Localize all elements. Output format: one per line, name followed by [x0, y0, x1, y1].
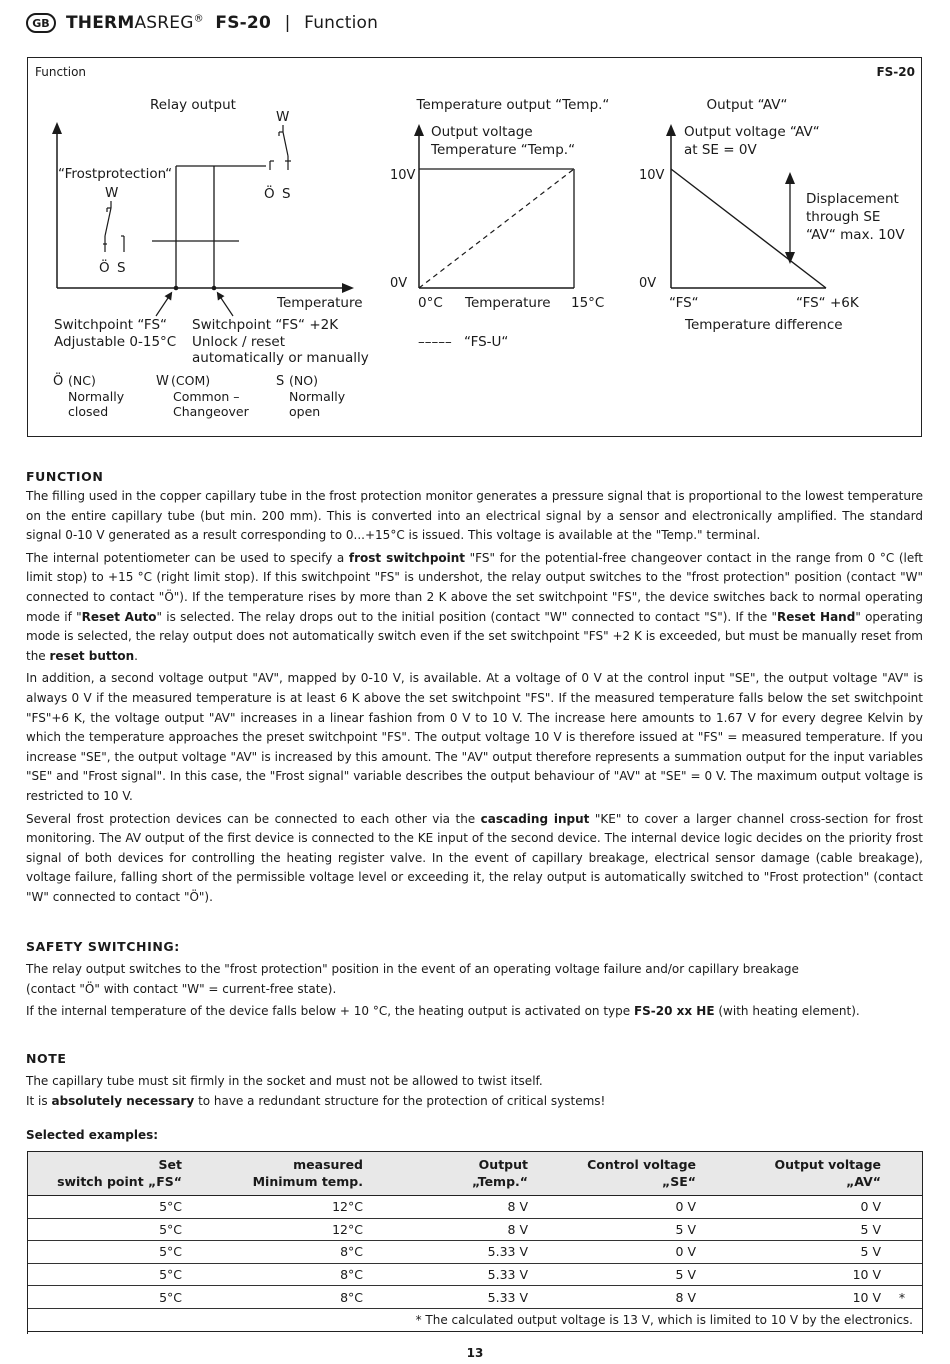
table-cell: 0 V: [528, 1196, 696, 1219]
table-cell: [881, 1218, 923, 1241]
av-y-max: 10V: [639, 168, 665, 183]
legend-s-sym: S: [276, 374, 285, 389]
table-cell: 0 V: [528, 1241, 696, 1264]
header-output-voltage: Output voltage „AV“: [696, 1152, 881, 1196]
table-cell: *: [881, 1286, 923, 1309]
temp-y-line1: Output voltage: [431, 124, 533, 140]
note-line-2: It is absolutely necessary to have a redundant structure for the protection of critical systems!: [26, 1093, 606, 1108]
function-paragraph-3: In addition, a second voltage output "AV", mapped by 0-10 V, is available. At a voltage of 0 V at the control input "SE", the output voltage "AV" is always 0 V if the measured temperature is at least 6 K above the set switchpoint "FS". If the measured temperature falls below the set switchpoint "FS"+6 K, the voltage output "AV" increases in a linear fashion from 0 V to 10 V. The increase here amounts to 1.67 V for every degree Kelvin by which the temperature approaches the preset switchpoint "FS". The output voltage 10 V is therefore issued at "FS" = measured temperature. If you increase "SE", the output voltage "AV" is increased by this amount. The "AV" output therefore represents a summation output for the input variables "SE" and "Frost signal". In this case, the "Frost signal" variable describes the output behaviour of "AV" at "SE" = 0 V. The maximum output voltage is restricted to 10 V.: [26, 671, 923, 803]
temp-x-max: 15°C: [571, 295, 605, 311]
table-header-row: [27, 1152, 923, 1196]
relay-point-fs: [174, 286, 179, 291]
table-cell: 5.33 V: [363, 1263, 528, 1286]
table-cell: 5 V: [696, 1241, 881, 1264]
legend-w-sym: W: [156, 374, 169, 389]
page-number: 13: [466, 1346, 484, 1360]
relay-sp2-line3: automatically or manually: [192, 350, 369, 366]
table-cell: 5°C: [27, 1196, 182, 1219]
av-disp-line2: through SE: [806, 209, 881, 225]
safety-paragraph-2: If the internal temperature of the device falls below + 10 °C, the heating output is activated on type FS-20 xx HE (with heating element).: [26, 1004, 860, 1019]
temp-legend-label: “FS-U“: [464, 334, 509, 350]
av-title: Output “AV“: [706, 97, 788, 113]
relay-sp1-line1: Switchpoint “FS“: [54, 317, 168, 333]
temp-legend-dash: –––––: [418, 334, 452, 350]
legend-o-code: (NC): [68, 373, 96, 388]
relay-sp2-line2: Unlock / reset: [192, 334, 286, 350]
safety-line-1: The relay output switches to the "frost protection" position in the event of an operating voltage failure and/or capillary breakage: [26, 962, 799, 976]
relay-sp1-line2: Adjustable 0-15°C: [54, 334, 177, 350]
table-cell: 5 V: [528, 1263, 696, 1286]
note-line-1: The capillary tube must sit firmly in the socket and must not be allowed to twist itself.: [26, 1074, 543, 1088]
legend-w-line2: Changeover: [173, 404, 249, 419]
figure-label-left: Function: [35, 65, 87, 79]
table-row: [27, 1263, 923, 1286]
table-cell: 12°C: [182, 1196, 363, 1219]
examples-table: [27, 1151, 923, 1332]
table-row: [27, 1286, 923, 1309]
legend-o-line2: closed: [68, 404, 109, 419]
relay-contact-left-icon: [103, 201, 124, 252]
function-paragraph-2: The internal potentiometer can be used to specify a frost switchpoint "FS" for the potential-free changeover contact in the range from 0 °C (left limit stop) to +15 °C (right limit stop). If this switchpoint "FS" is undershot, the relay output switches to the "frost protection" position (contact "W" connected to contact "Ö"). If the temperature rises by more than 2 K above the set switchpoint "FS", the device switches back to normal operating mode if "Reset Auto" is selected. The relay drops out to the initial position (contact "W" connected to contact "S"). If the "Reset Hand" operating mode is selected, the relay output does not automatically switch even if the set switchpoint "FS" +2 K is exceeded, but must be manually reset from the reset button.: [26, 550, 923, 663]
relay-w-right: W: [276, 109, 290, 125]
av-disp-line3: “AV“ max. 10V: [806, 227, 905, 243]
av-y-arrow: [666, 124, 676, 136]
temp-y-line2: Temperature “Temp.“: [431, 142, 576, 158]
av-disp-arrow-up: [785, 172, 795, 184]
table-cell: 10 V: [696, 1263, 881, 1286]
safety-title: SAFETY SWITCHING:: [26, 939, 180, 954]
relay-s-right: S: [282, 186, 291, 202]
table-cell: 8 V: [363, 1196, 528, 1219]
header-control-voltage: Control voltage „SE“: [528, 1152, 696, 1196]
relay-contact-right-icon: [270, 125, 291, 170]
table-cell: 12°C: [182, 1218, 363, 1241]
safety-body: [26, 960, 923, 1025]
table-cell: 8°C: [182, 1286, 363, 1309]
table-row: [27, 1241, 923, 1264]
table-cell: 5°C: [27, 1218, 182, 1241]
header-title: [66, 13, 378, 33]
relay-pointer-fs: [156, 295, 170, 316]
table-cell: 8°C: [182, 1263, 363, 1286]
table-cell: 8°C: [182, 1241, 363, 1264]
av-line: [671, 169, 826, 288]
relay-o-right: Ö: [264, 186, 275, 202]
legend-w-code: (COM): [171, 373, 211, 388]
table-cell: 5°C: [27, 1241, 182, 1264]
function-figure: [27, 57, 922, 437]
function-title: FUNCTION: [26, 469, 104, 484]
header-set-switch-point: Set switch point „FS“: [27, 1152, 182, 1196]
function-diagram: [28, 58, 923, 438]
examples-title: Selected examples:: [26, 1128, 159, 1142]
av-y-line1: Output voltage “AV“: [684, 124, 820, 140]
table-footnote: * The calculated output voltage is 13 V, which is limited to 10 V by the electronics.: [27, 1308, 923, 1331]
header-output-temp: Output „Temp.“: [363, 1152, 528, 1196]
relay-o-left: Ö: [99, 260, 110, 276]
registered-mark: ®: [193, 13, 204, 25]
model-name: FS-20: [215, 13, 271, 33]
relay-w-left: W: [105, 185, 119, 201]
table-cell: [881, 1263, 923, 1286]
page-header: [26, 10, 378, 36]
table-cell: 5 V: [528, 1218, 696, 1241]
header-separator: |: [284, 13, 291, 33]
legend-o-line1: Normally: [68, 389, 125, 404]
figure-label-right: FS-20: [876, 65, 915, 79]
temp-y-arrow: [414, 124, 424, 136]
header-section: Function: [304, 13, 379, 33]
relay-sp2-line1: Switchpoint “FS“ +2K: [192, 317, 339, 333]
table-row: [27, 1196, 923, 1219]
header-min-temp: measured Minimum temp.: [182, 1152, 363, 1196]
relay-axis-label: Temperature: [277, 295, 363, 311]
relay-point-fs2k: [212, 286, 217, 291]
relay-s-left: S: [117, 260, 126, 276]
temp-title: Temperature output “Temp.“: [416, 97, 610, 113]
function-paragraph-1: The filling used in the copper capillary tube in the frost protection monitor generates a pressure signal that is proportional to the lowest temperature on the entire capillary tube (but min. 200 mm). This is converted into an electrical signal by a sensor and electronically amplified. The standard signal 0-10 V generated as a result corresponding to 0...+15°C is issued. This voltage is available at the "Temp." terminal.: [26, 489, 923, 543]
relay-title: Relay output: [150, 97, 236, 113]
table-cell: 8 V: [363, 1218, 528, 1241]
function-paragraph-4: Several frost protection devices can be connected to each other via the cascading input "KE" to cover a larger channel cross-section for frost monitoring. The AV output of the first device is connected to the KE input of the second device. The internal device logic decides on the priority frost signal of both devices for controlling the heating register valve. In the event of capillary breakage, electrical sensor damage (cable breakage), voltage failure, falling short of the permissible voltage level or exceeding it, the relay output is automatically switched to "Frost protection" (contact "W" connected to contact "Ö").: [26, 811, 924, 904]
relay-frost-label: “Frostprotection“: [58, 166, 173, 182]
language-badge: GB: [26, 13, 56, 33]
table-cell: 0 V: [696, 1196, 881, 1219]
table-cell: 5.33 V: [363, 1286, 528, 1309]
table-cell: 5.33 V: [363, 1241, 528, 1264]
av-disp-line1: Displacement: [806, 191, 899, 207]
brand-bold: THERM: [66, 13, 135, 33]
legend-o-sym: Ö: [53, 374, 64, 389]
table-cell: [881, 1241, 923, 1264]
legend-w-line1: Common –: [173, 389, 240, 404]
av-x-min: “FS“: [669, 295, 699, 311]
table-cell: 5 V: [696, 1218, 881, 1241]
table-cell: [881, 1196, 923, 1219]
av-x-max: “FS“ +6K: [796, 295, 859, 311]
legend-s-code: (NO): [289, 373, 318, 388]
av-y-min: 0V: [639, 276, 657, 291]
relay-y-arrow: [52, 122, 62, 134]
table-footnote-row: [27, 1308, 923, 1331]
table-row: [27, 1218, 923, 1241]
function-body: [26, 487, 923, 910]
av-y-line2: at SE = 0V: [684, 142, 757, 158]
safety-line-2: (contact "Ö" with contact "W" = current-free state).: [26, 981, 337, 996]
legend-s-line2: open: [289, 404, 321, 419]
temp-x-min: 0°C: [418, 295, 443, 311]
temp-y-max: 10V: [390, 168, 416, 183]
table-cell: 8 V: [528, 1286, 696, 1309]
relay-x-arrow: [342, 283, 354, 293]
table-cell: 10 V: [696, 1286, 881, 1309]
av-x-label: Temperature difference: [685, 317, 843, 333]
table-cell: 5°C: [27, 1286, 182, 1309]
temp-fsu-line: [419, 169, 574, 288]
relay-pointer-fs2k: [219, 295, 233, 316]
header-blank: [881, 1152, 923, 1196]
table-cell: 5°C: [27, 1263, 182, 1286]
note-body: [26, 1072, 923, 1111]
legend-s-line1: Normally: [289, 389, 346, 404]
brand-regular: ASREG: [134, 13, 194, 33]
note-title: NOTE: [26, 1051, 67, 1066]
temp-y-min: 0V: [390, 276, 408, 291]
temp-x-label: Temperature: [465, 295, 551, 311]
